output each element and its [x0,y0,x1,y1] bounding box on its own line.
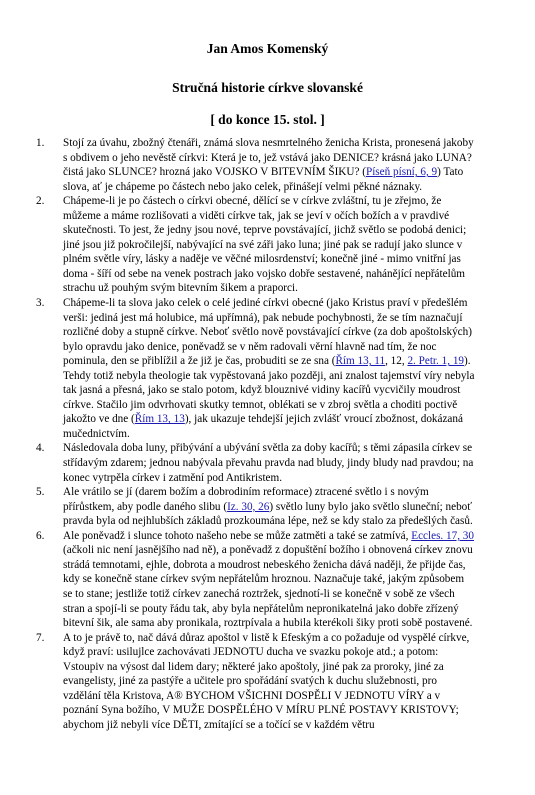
paragraph-text: (ačkoli nic není jasnějšího nad ně), a poněvadž z dopuštění božího i obnovená církev znovu strádá temnotami, ejhle, dobrota a moudrost nebeského ženicha dává naději, že přijde čas, kdy se konečně stane církev svým nepřátelům hroznou. Naznačuje také, jakým způsobem se to stane; jestliže totiž církev zanechá roztržek, sjednotí-li se konečně v sobě ze všech stran a spojí-li se pouty řádu tak, aby byla nepřátelům nepronikatelná jako dobře zřízený bitevní šik, ale sama aby pronikala, roztrpívala a hubila kterékoli šiky proti sobě postavené. [63,544,473,630]
paragraph-item [36,296,476,441]
paragraph-text: A to je právě to, nač dává důraz apoštol v listě k Efeským a co požaduje od vyspělé církve, když praví: usilujlce zachovávati JEDNOTU ducha ve svazku pokoje atd.; a potom: Vstoupiv na výsost dal lidem dary; některé jako apoštoly, jiné pak za proroky, jiné za evangelisty, jiné za pastýře a učitele pro spořádání svatých k duchu služebnosti, pro vzdělání těla Kristova, A® BYCHOM VŠICHNI DOSPĚLI V JEDNOTU VÍRY a v poznání Syna božího, V MUŽE DOSPĚLÉHO V MÍRU PLNÉ POSTAVY KRISTOVY; abychom již nebyli více DĚTI, zmítající se a točící se v každém větru [63,631,470,731]
paragraph-item [36,136,476,194]
document-title: Stručná historie církve slovanské [172,80,363,95]
paragraph-item [36,631,476,733]
paragraph-text: Chápeme-li je po částech o církvi obecné, dělící se v církve zvláštní, tu je zřejmo, že můžeme a máme rozlišovati a viděti církve tak, jak se jeví v očích božích a v pravdivé skutečnosti. To jest, že jedny jsou nové, teprve povstávající, jichž světlo se podobá denici; jiné jsou již pokročilejší, nabývající na své záři jako luna; jiné pak se radují jako slunce v plném světle víry, lásky a naděje ve věčné milosrdenství; konečně jiné - mimo vnitřní jas doma - šíří od sebe na venek postrach jako vojsko dobře sestavené, nahánějící nepřátelům strachu už pouhým svým bitevním šikem a praporci. [63,195,467,295]
paragraph-text: ) Tato slova, ať je chápeme po částech nebo jako celek, přinášejí velmi pěkné náznaky. [63,166,464,193]
paragraph-text: Ale poněvadž i slunce tohoto našeho nebe se může zatměti a také se zatmívá, [63,529,412,542]
paragraph-text: Ale vrátilo se jí (darem božím a dobrodiním reformace) ztracené světlo i s novým přírůstkem, aby podle daného slibu ( [63,486,429,513]
paragraph-number: 6. [36,529,45,542]
scripture-reference-link[interactable]: Iz. 30, 26 [227,500,270,513]
paragraph-text: ). Tehdy totiž nebyla theologie tak vypěstovaná jako později, ani znalost tajemství víry nebyla tak jasná a přesná, jako se stalo potom, když blouznivé vidiny kacířů vycvičily moudrost církve. Stačilo jim odvrhovati skutky temnot, oblékati se v zbroj světla a choditi poctivě jakožto ve dne ( [63,355,475,426]
scripture-reference-link[interactable]: Řím 13, 13 [134,413,185,426]
paragraph-item [36,529,476,631]
scripture-reference-link[interactable]: Píseň písní, 6, 9 [365,166,438,179]
scripture-reference-link[interactable]: Eccles. 17, 30 [411,529,474,542]
scripture-reference-link[interactable]: 2. Petr. 1, 19 [407,355,465,368]
document-subtitle: [ do konce 15. stol. ] [210,112,325,127]
paragraph-number: 5. [36,486,45,499]
paragraph-item [36,194,476,296]
scripture-reference-link[interactable]: Řím 13, 11 [335,355,386,368]
paragraph-text: ), jak ukazuje tehdejší jejich zvlášť vroucí zbožnost, dokázaná mučednictvím. [63,413,463,440]
paragraph-number: 1. [36,137,45,149]
paragraph-item [36,485,476,529]
paragraph-text: , 12, [385,355,408,368]
paragraph-item [36,441,476,485]
paragraph-text: Stojí za úvahu, zbožný čtenáři, známá slova nesmrtelného ženicha Krista, pronesená jakoby s obdivem o jeho nevěstě církvi: Která je to, jež vstává jako DENICE? krásná jako LUNA? čistá jako SLUNCE? hrozná jako VOJSKO V BITEVNÍM ŠIKU? ( [63,137,474,179]
paragraph-number: 4. [36,442,45,455]
paragraph-text: ) světlo luny bylo jako světlo sluneční; neboť pravda byla od nejhlubších základů prozkoumána lépe, než se kdy stalo za předešlých časů. [63,500,473,528]
numbered-paragraph-list [36,136,476,732]
paragraph-text: Následovala doba luny, přibývání a ubývání světla za doby kacířů; s těmi zápasila církev se střídavým zdarem; jednou nabývala převahu pravda nad bludy, jindy bludy nad pravdou; na konec vytrpěla církev i zatmění pod Antikristem. [63,442,474,484]
paragraph-number: 3. [36,297,45,310]
paragraph-number: 2. [36,195,45,208]
paragraph-text: Chápeme-li ta slova jako celek o celé jediné církvi obecné (jako Kristus praví v předešlém verši: jediná jest má holubice, má upřímná), pak nebude pochybnosti, že se tím naznačují rozličné doby a stupně církve. Neboť světlo nově povstávající církve (za dob apoštolských) bylo opravdu jako denice, poněvadž se v něm radovali věrní hlavně nad tím, že noc pominula, den se přiblížil a že již je čas, probuditi se ze sna ( [63,297,472,368]
author-heading: Jan Amos Komenský [206,41,329,56]
paragraph-number: 7. [36,631,45,644]
